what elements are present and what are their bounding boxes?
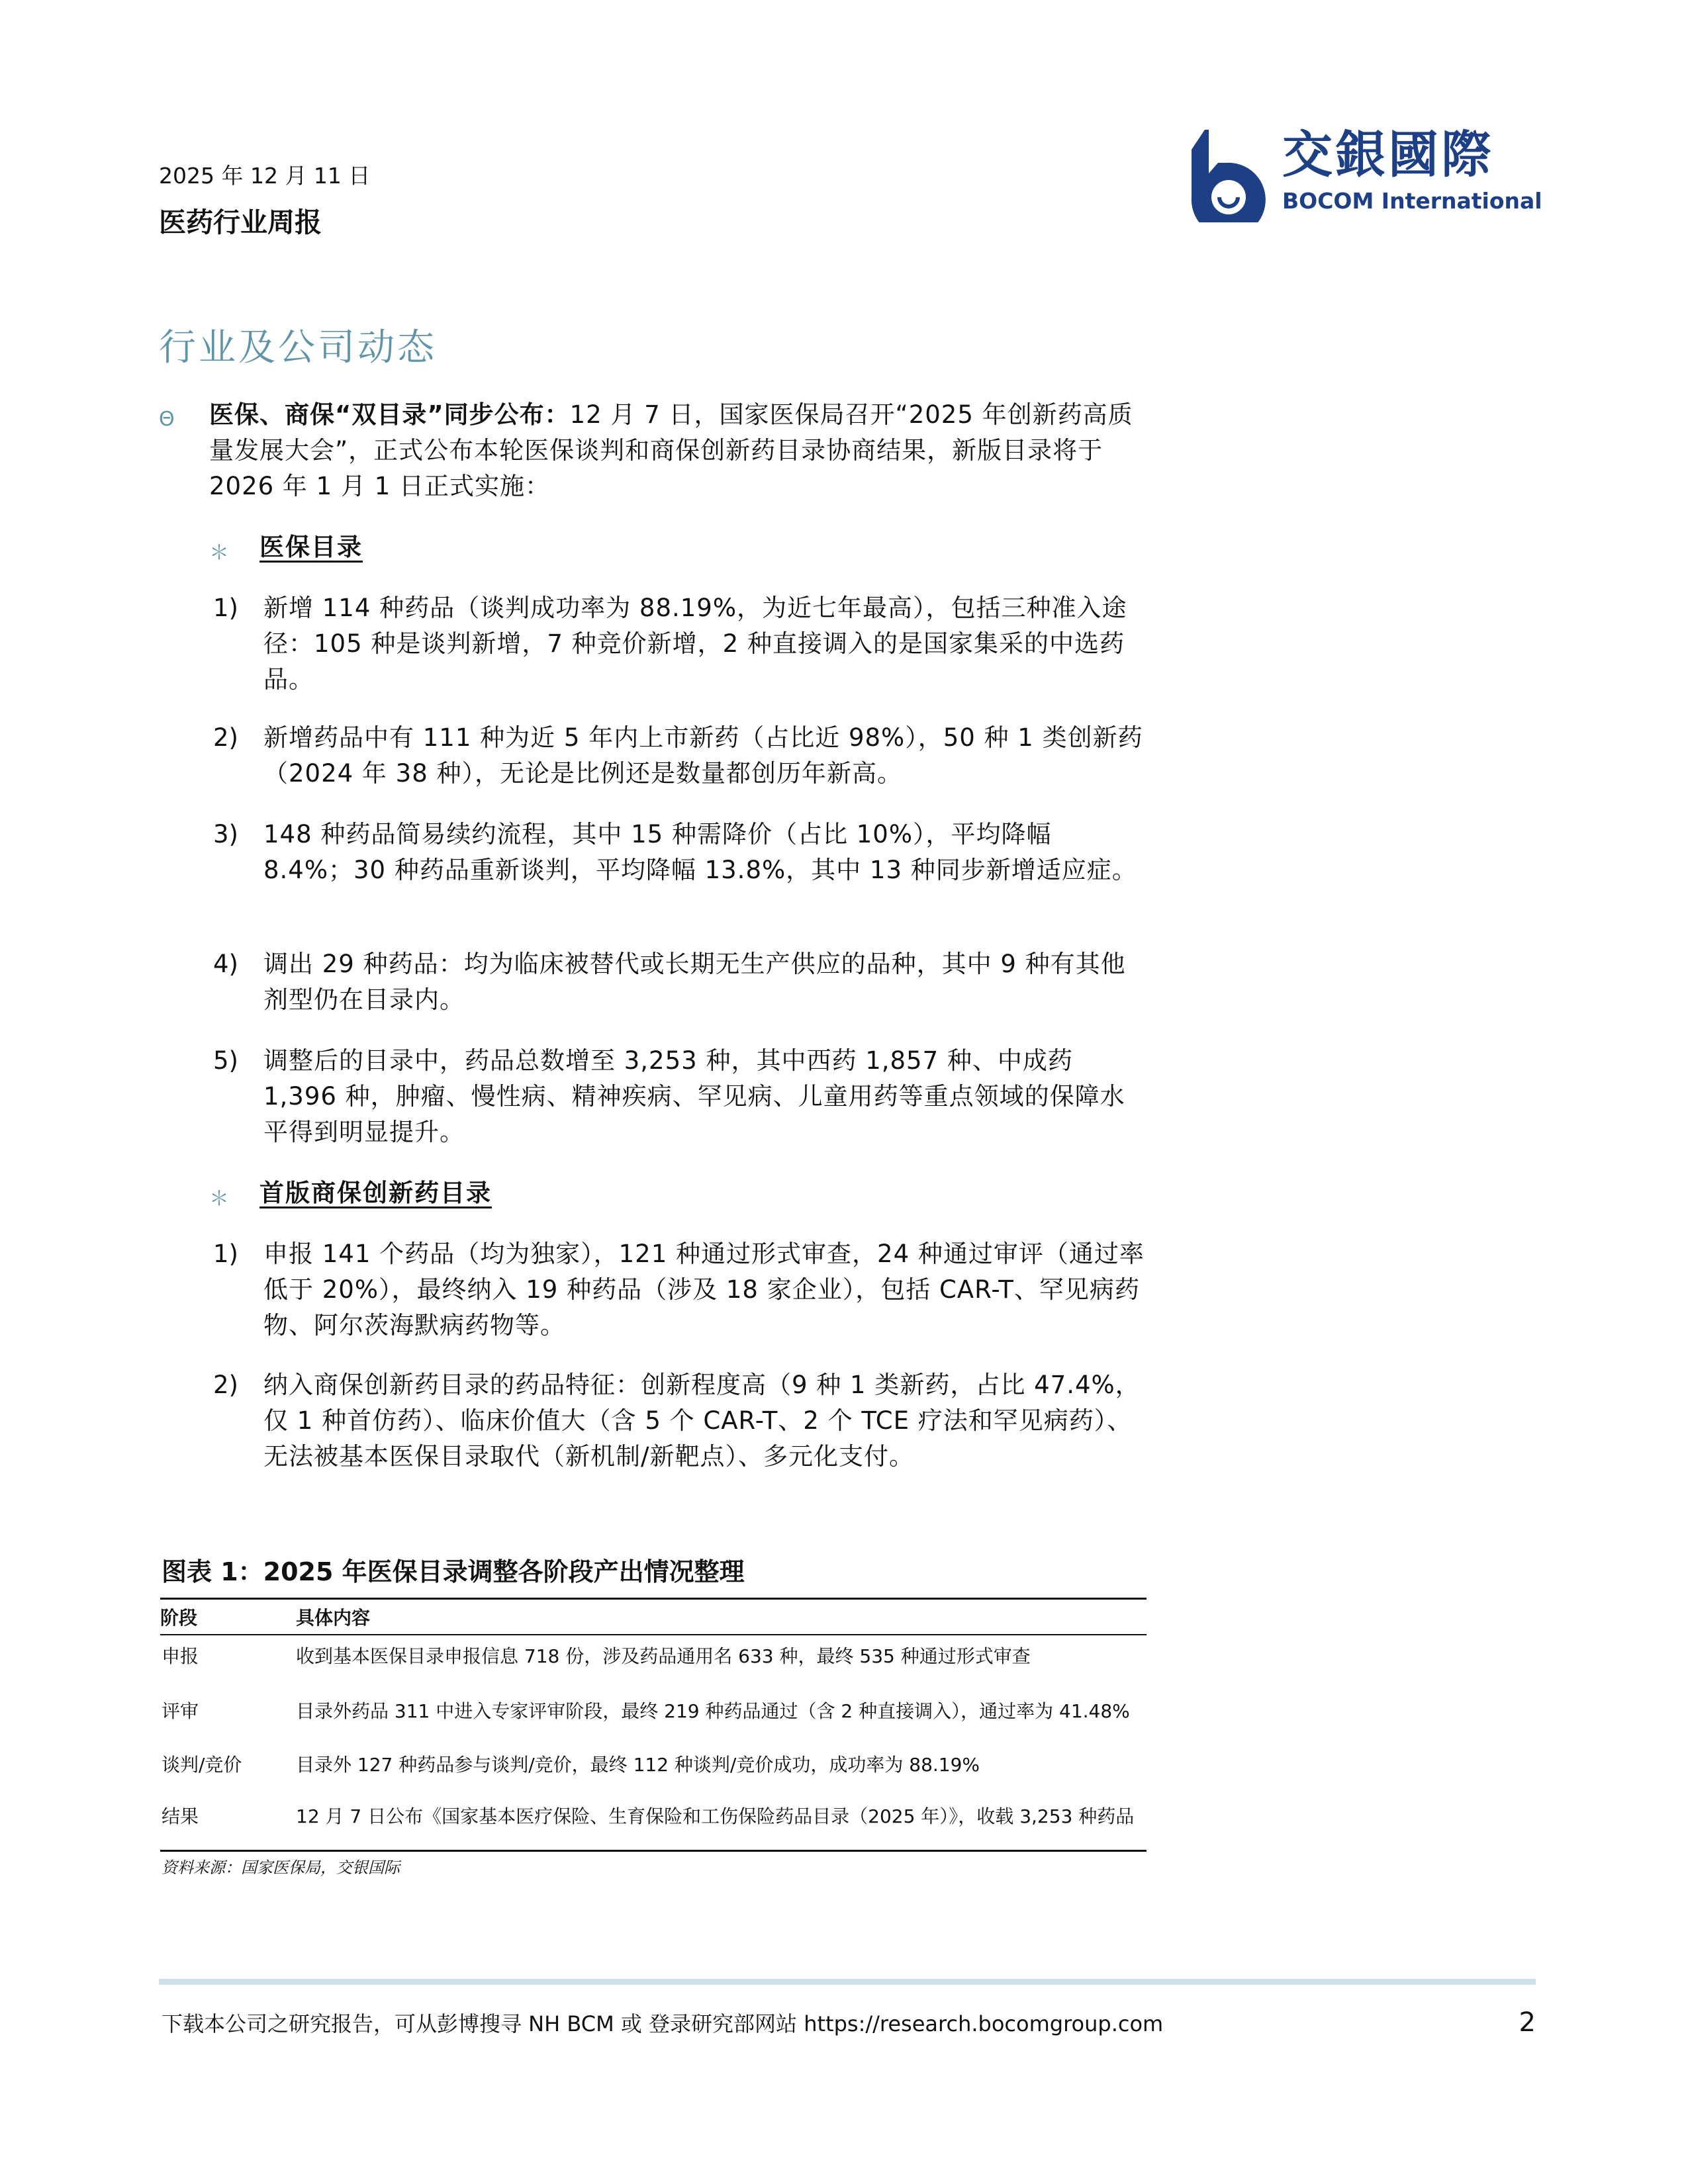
figure-table — [160, 1598, 1147, 1852]
list-item-number: 2) — [213, 723, 238, 752]
table-cell-content: 12 月 7 日公布《国家基本医疗保险、生育保险和工伤保险药品目录（2025 年）》，收载 3,253 种药品 — [296, 1784, 1147, 1850]
footer-divider — [159, 1979, 1536, 1985]
logo-english-name: BOCOM International — [1282, 188, 1542, 214]
page-number: 2 — [1519, 2007, 1536, 2038]
table-row — [160, 1677, 1147, 1746]
list-item: 148 种药品简易续约流程，其中 15 种需降价（占比 10%），平均降幅 8.4%；30 种药品重新谈判，平均降幅 13.8%，其中 13 种同步新增适应症。 — [263, 820, 1137, 884]
table-header-row — [160, 1599, 1147, 1635]
figure-source: 资料来源：国家医保局，交银国际 — [162, 1858, 400, 1877]
theta-bullet-icon: Θ — [159, 408, 175, 431]
list-item: 新增药品中有 111 种为近 5 年内上市新药（占比近 98%），50 种 1 类创新药（2024 年 38 种），无论是比例还是数量都创历年新高。 — [263, 723, 1143, 788]
report-date: 2025 年 12 月 11 日 — [159, 163, 371, 189]
figure-caption: 图表 1：2025 年医保目录调整各阶段产出情况整理 — [162, 1557, 745, 1586]
section-title: 行业及公司动态 — [159, 326, 437, 369]
list-item: 申报 141 个药品（均为独家），121 种通过形式审查，24 种通过审评（通过率低于 20%），最终纳入 19 种药品（涉及 18 家企业），包括 CAR-T、罕见病药物、阿尔茨海默病药物等。 — [263, 1240, 1145, 1340]
nhsa-list-heading: 医保目录 — [259, 533, 363, 561]
company-logo — [1180, 123, 1542, 222]
list-item-number: 1) — [213, 1240, 238, 1268]
table-cell-stage: 谈判/竞价 — [162, 1754, 242, 1776]
column-header: 阶段 — [160, 1599, 296, 1635]
logo-chinese-name: 交銀國際 — [1282, 125, 1494, 184]
list-item-number: 5) — [213, 1046, 238, 1075]
list-item-number: 2) — [213, 1371, 238, 1399]
list-item-number: 1) — [213, 594, 238, 622]
asterisk-bullet-icon: ＊ — [209, 1187, 229, 1210]
commercial-list-heading: 首版商保创新药目录 — [259, 1179, 492, 1207]
list-item: 调出 29 种药品：均为临床被替代或长期无生产供应的品种，其中 9 种有其他剂型仍在目录内。 — [263, 950, 1126, 1014]
table-cell-content: 收到基本医保目录申报信息 718 份，涉及药品通用名 633 种，最终 535 种通过形式审查 — [296, 1645, 1031, 1667]
table-cell-content: 目录外 127 种药品参与谈判/竞价，最终 112 种谈判/竞价成功，成功率为 88.19% — [296, 1754, 980, 1776]
list-item: 新增 114 种药品（谈判成功率为 88.19%，为近七年最高），包括三种准入途径：105 种是谈判新增，7 种竞价新增，2 种直接调入的是国家集采的中选药品。 — [263, 594, 1127, 694]
table-cell-content: 目录外药品 311 中进入专家评审阶段，最终 219 种药品通过（含 2 种直接调入），通过率为 41.48% — [296, 1700, 1130, 1722]
list-item: 调整后的目录中，药品总数增至 3,253 种，其中西药 1,857 种、中成药 1,396 种，肿瘤、慢性病、精神疾病、罕见病、儿童用药等重点领域的保障水平得到明显提升。 — [263, 1046, 1125, 1146]
intro-paragraph — [209, 397, 1146, 504]
list-item-number: 3) — [213, 820, 238, 848]
table-cell-stage: 结果 — [160, 1784, 296, 1850]
table-row — [160, 1784, 1147, 1850]
intro-text: 12 月 7 日，国家医保局召开“2025 年创新药高质量发展大会”，正式公布本轮医保谈判和商保创新药目录协商结果，新版目录将于 2026 年 1 月 1 日正式实施： — [209, 400, 1133, 500]
table-row — [160, 1746, 1147, 1784]
bocom-logo-icon — [1180, 123, 1272, 222]
asterisk-bullet-icon: ＊ — [209, 541, 229, 565]
table-cell-stage: 评审 — [162, 1700, 199, 1722]
list-item: 纳入商保创新药目录的药品特征：创新程度高（9 种 1 类新药，占比 47.4%，仅 1 种首仿药）、临床价值大（含 5 个 CAR-T、2 个 TCE 疗法和罕见病药）、无法被基本医保目录取代（新机制/新靶点）、多元化支付。 — [263, 1371, 1141, 1471]
table-row — [160, 1635, 1147, 1677]
footer-text: 下载本公司之研究报告，可从彭博搜寻 NH BCM 或 登录研究部网站 https://research.bocomgroup.com — [162, 2011, 1164, 2036]
column-header: 具体内容 — [296, 1599, 1147, 1635]
report-type: 医药行业周报 — [159, 206, 322, 238]
intro-lead: 医保、商保“双目录”同步公布： — [209, 400, 570, 429]
table-cell-stage: 申报 — [162, 1645, 199, 1667]
list-item-number: 4) — [213, 950, 238, 978]
